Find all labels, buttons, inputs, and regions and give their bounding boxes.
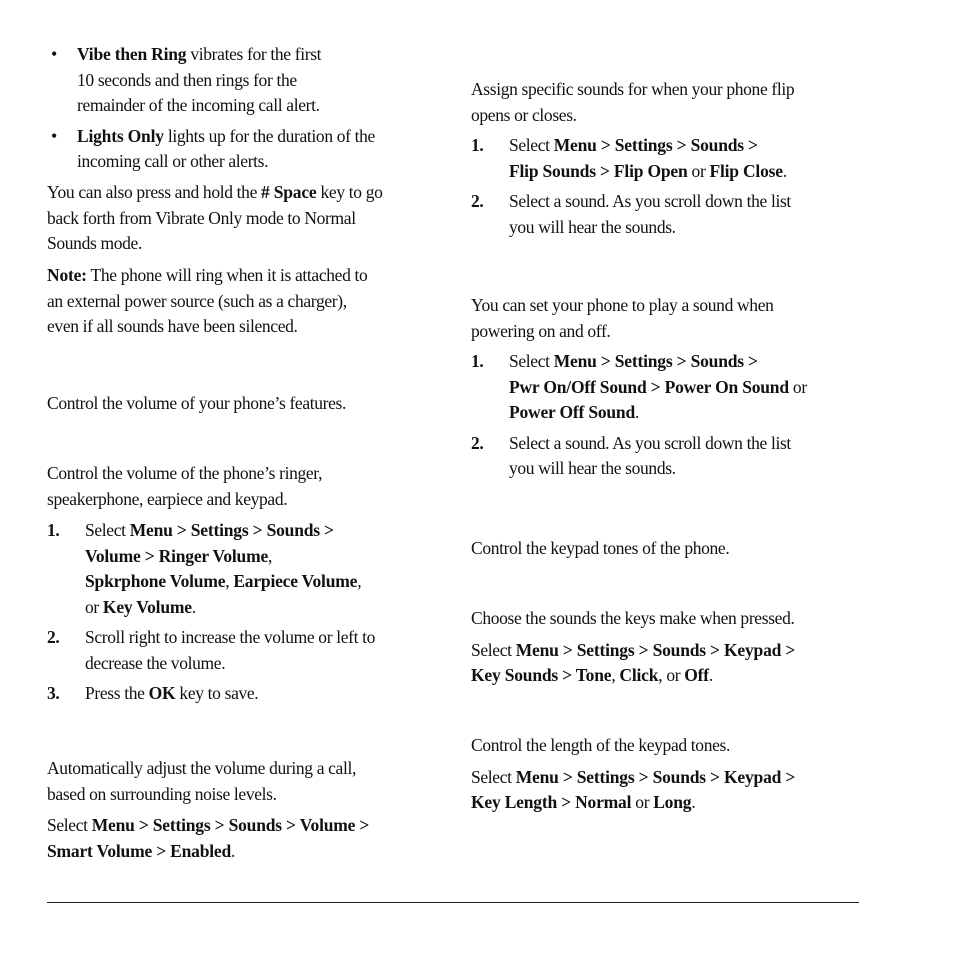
note-label: Note: (47, 265, 87, 285)
volume-step-1: 1. Select Menu > Settings > Sounds > Volume > Ringer Volume, Spkrphone Volume, Earpiece Volume, or Key Volume. (47, 520, 362, 617)
volume-intro: Control the volume of your phone’s features. (47, 393, 347, 413)
note-paragraph: Note: The phone will ring when it is attached to an external power source (such as a charger), even if all sounds have been silenced. (47, 265, 368, 336)
volume-step-2: 2. Scroll right to increase the volume or left to decrease the volume. (47, 627, 376, 673)
ringer-volume-intro: Control the volume of the phone’s ringer, speakerphone, earpiece and keypad. (47, 463, 323, 509)
power-step-1: 1. Select Menu > Settings > Sounds > Pwr On/Off Sound > Power On Sound or Power Off Sound. (471, 351, 807, 422)
term-vibe-then-ring: Vibe then Ring (77, 44, 187, 64)
key-ok: OK (148, 683, 176, 703)
keypad-intro: Control the keypad tones of the phone. (471, 538, 730, 558)
term-lights-only: Lights Only (77, 125, 164, 146)
bullet-vibe-then-ring: • Vibe then Ring vibrates for the first 10 seconds and then rings for the remainder of the incoming call alert. (51, 44, 322, 115)
key-length-section: Control the length of the keypad tones. Select Menu > Settings > Sounds > Keypad > Key Length > Normal or Long. (471, 735, 796, 812)
volume-steps (47, 518, 437, 707)
volume-step-3: 3. Press the OK key to save. (47, 683, 259, 703)
flip-sounds-section: Assign specific sounds for when your phone flip opens or closes. 1. Select Menu > Settings > Sounds > Flip Sounds > Flip Open or Flip Close. 2. Select a sound. As you scroll down the list you will hear the sounds. (471, 77, 861, 240)
footer-rule (47, 902, 859, 903)
bullet-dot-icon: • (51, 44, 57, 64)
smart-volume-section: Automatically adjust the volume during a call, based on surrounding noise levels. Select Menu > Settings > Sounds > Volume > Smart Volume > Enabled. (47, 758, 370, 861)
flip-step-2: 2. Select a sound. As you scroll down the list you will hear the sounds. (471, 191, 791, 237)
bullet-dot-icon: • (51, 125, 57, 146)
key-sounds-section: Choose the sounds the keys make when pressed. Select Menu > Settings > Sounds > Keypad > Key Sounds > Tone, Click, or Off. (471, 608, 796, 685)
key-space: # Space (261, 182, 317, 202)
flip-step-1: 1. Select Menu > Settings > Sounds > Flip Sounds > Flip Open or Flip Close. (471, 135, 787, 181)
power-step-2: 2. Select a sound. As you scroll down the list you will hear the sounds. (471, 432, 791, 478)
alert-bullets (47, 42, 437, 175)
bullet-lights-only: • Lights Only lights up for the duration of the incoming call or other alerts. (51, 125, 375, 171)
power-sound-section: You can set your phone to play a sound when powering on and off. 1. Select Menu > Settings > Sounds > Pwr On/Off Sound > Power On Sound or Power Off Sound. 2. Select a sound. As you scroll down the list you will hear the sounds. (471, 293, 861, 482)
paragraph-space-key: You can also press and hold the # Space key to go back forth from Vibrate Only mode to Normal Sounds mode. (47, 182, 383, 253)
